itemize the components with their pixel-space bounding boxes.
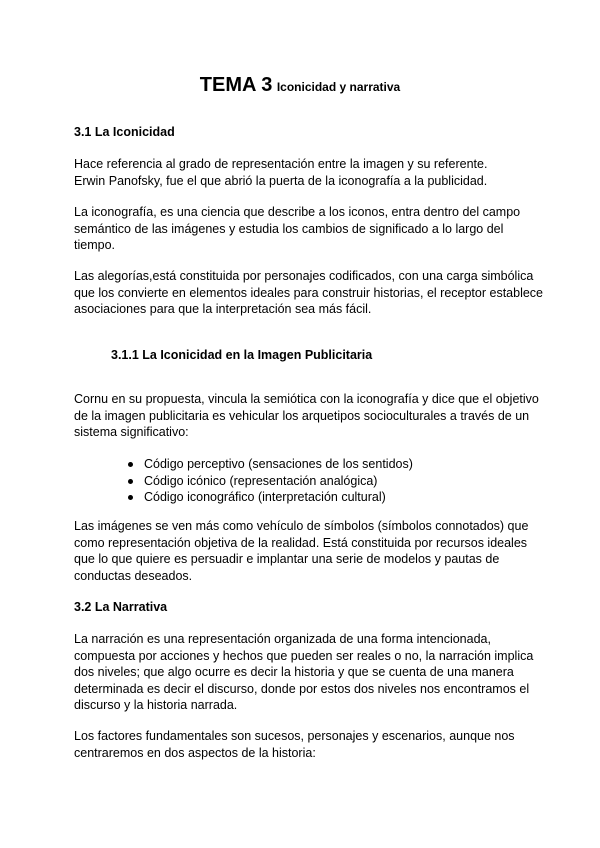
text-line: Las alegorías,está constituida por personajes codificados, con una carga simbólica: [74, 269, 534, 283]
text-line: que los convierte en elementos ideales para construir historias, el receptor establece: [74, 285, 544, 300]
text-line: determinada es decir el discurso, donde por estos dos niveles nos encontramos el: [74, 681, 530, 696]
heading-3-1: 3.1 La Iconicidad: [74, 125, 175, 139]
heading-3-1-1: 3.1.1 La Iconicidad en la Imagen Publicitaria: [111, 348, 373, 362]
text-line: Hace referencia al grado de representación entre la imagen y su referente.: [74, 157, 488, 171]
text-line: centraremos en dos aspectos de la historia:: [74, 745, 316, 760]
text-line: semántico de las imágenes y estudia los cambios de significado a lo largo del: [74, 221, 504, 236]
text-line: discurso y la historia narrada.: [74, 698, 238, 712]
list-item-text: Código iconográfico (interpretación cultural): [144, 490, 386, 504]
list-item-text: Código perceptivo (sensaciones de los sentidos): [144, 457, 413, 471]
text-line: que lo que quiere es persuadir e implantar una serie de modelos y pautas de: [74, 552, 500, 566]
bullet-icon: [128, 479, 133, 484]
text-line: Las imágenes se ven más como vehículo de símbolos (símbolos connotados) que: [74, 519, 529, 533]
list-item: [128, 489, 413, 506]
text-line: conductas deseados.: [74, 568, 193, 583]
codigos-list: [128, 456, 413, 506]
text-line: sistema significativo:: [74, 425, 189, 439]
bullet-icon: [128, 462, 133, 467]
paragraph-factores: [74, 728, 544, 761]
list-item-text: Código icónico (representación analógica): [144, 473, 378, 488]
heading-3-2: 3.2 La Narrativa: [74, 600, 168, 614]
text-line: asociaciones para que la interpretación sea más fácil.: [74, 302, 372, 316]
text-line: Erwin Panofsky, fue el que abrió la puerta de la iconografía a la publicidad.: [74, 173, 488, 188]
paragraph-narracion: [74, 631, 544, 714]
title-main: TEMA 3: [199, 74, 273, 96]
text-line: dos niveles; que algo ocurre es decir la historia y que se cuenta de una manera: [74, 665, 514, 679]
paragraph-imagenes-simbolos: [74, 518, 544, 584]
text-line: como representación objetiva de la realidad. Está constituida por recursos ideales: [74, 535, 528, 550]
paragraph-iconografia: [74, 204, 544, 254]
text-line: compuesta por acciones y hechos que pueden ser reales o no, la narración implica: [74, 648, 534, 663]
text-line: La narración es una representación organizada de una forma intencionada,: [74, 632, 491, 646]
list-item: [128, 456, 413, 473]
text-line: Los factores fundamentales son sucesos, personajes y escenarios, aunque nos: [74, 729, 515, 743]
title-subtitle: Iconicidad y narrativa: [276, 80, 401, 94]
text-line: de la imagen publicitaria es vehicular los arquetipos socioculturales a través de un: [74, 408, 530, 423]
bullet-icon: [128, 495, 133, 500]
page-title: [0, 74, 600, 97]
text-line: tiempo.: [74, 238, 115, 252]
list-item: [128, 473, 413, 490]
paragraph-alegorias: [74, 268, 544, 318]
text-line: La iconografía, es una ciencia que describe a los iconos, entra dentro del campo: [74, 205, 521, 219]
paragraph-iconicidad-definicion: [74, 156, 544, 189]
paragraph-cornu: [74, 391, 544, 441]
text-line: Cornu en su propuesta, vincula la semiótica con la iconografía y dice que el objetivo: [74, 392, 539, 406]
